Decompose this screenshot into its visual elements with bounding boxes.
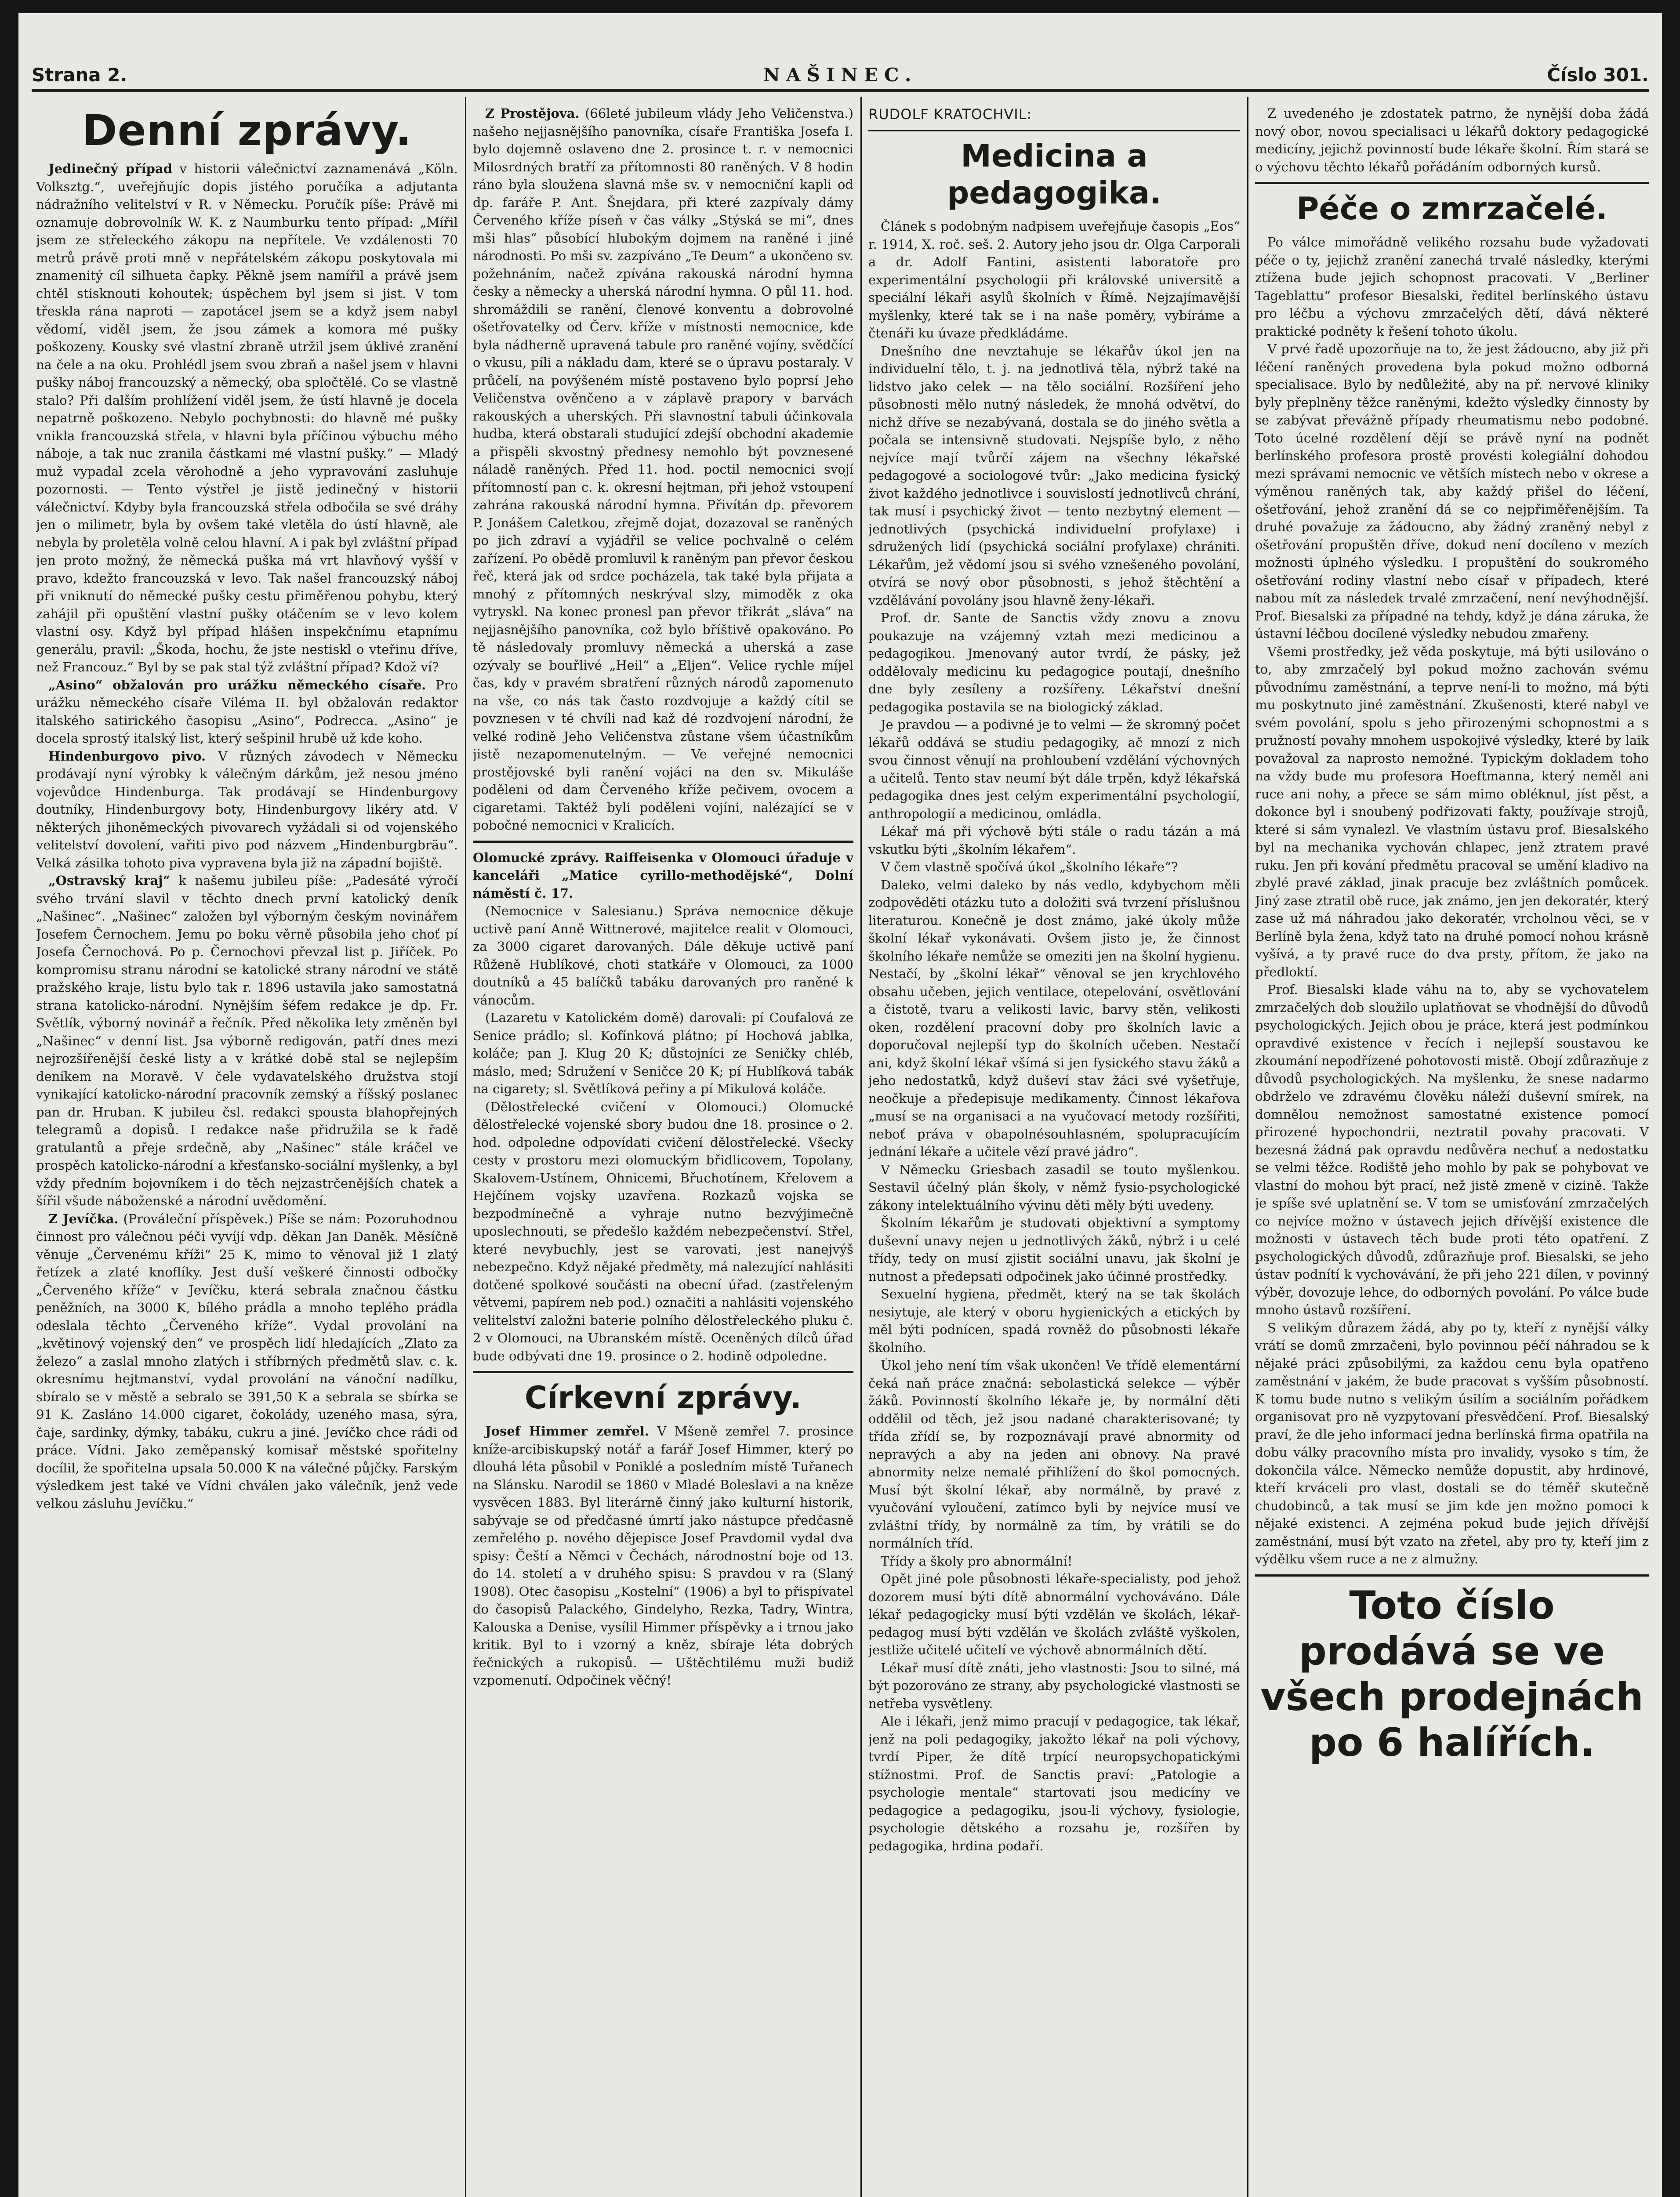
article-text: Je pravdou — a podivné je to velmi — že skromný počet lékařů oddává se studiu pedagogiky, ač mnozí z nich svou činnost věnují na prohloubení vzdělání výchovných a učitelů. Tento stav neumí být dále trpěn, když lékařská pedagogika dnes jest celým experimentální psychologií, anthropologií a medicinou, omládla. [868, 717, 1240, 821]
newspaper-page [18, 13, 1662, 2197]
article-text: V Německu Griesbach zasadil se touto myšlenkou. Sestavil účelný plán školy, v němž fysio-psychologické zákony intelektuálního vývinu děti měly býti uvedeny. [868, 1162, 1240, 1213]
article-text: (Nemocnice v Salesianu.) Správa nemocnice děkuje uctivě paní Anně Wittnerové, majitelce realit v Olomouci, za 3000 cigaret darovaných. Dále děkuje uctivě paní Růženě Hublíkové, choti statkáře v Olomouci, za 1000 doutníků a 45 balíčků tabáku darovaných pro raněné k vánocům. [473, 903, 853, 1008]
column-4 [1255, 105, 1649, 2197]
article-lead: „Asino“ obžalován pro urážku německého císaře. [48, 677, 426, 692]
article-text: (66leté jubileum vlády Jeho Veličenstva.) našeho nejjasnějšího panovníka, císaře Františka Josefa I. bylo dojemně oslaveno dne 2. prosince t. r. v nemocnici Milosrdných bratří za přítomnosti 80 raněných. V 8 hodin ráno byla sloužena slavná mše sv. v nemocniční kapli od dp. faráře P. Ant. Šnejdara, při které zazpívaly dámy Červeného kříže píseň v čas války „Stýská se mi“, dnes mši hlas“ působící hlubokým dojmem na raněné i jiné národnosti. Po mši sv. zazpíváno „Te Deum“ a ukončeno sv. požehnáním, načež zpívána rakouská národní hymna česky a německy a uherská národní hymna. O půl 11. hod. shromáždili se ranění, členové konventu a dobrovolné ošetřovatelky od Červ. kříže v místnosti nemocnice, kde byla nádherně upravená tabule pro raněné vojíny, svědčící o vkusu, píli a nákladu dam, které se o úpravu postaraly. V průčelí, na povýšeném místě postaveno bylo poprsí Jeho Veličenstva ověnčeno a v záplavě prapory v barvách rakouských a uherských. Při slavnostní tabuli účinkovala hudba, která obstarali studující zdejší obchodní akademie a přispěli skvostný přednesy nemohlo být povznesené náladě raněných. Před 11. hod. poctil nemocnici svojí přítomností pan c. k. okresní hejtman, při jehož vstoupení zahrána rakouská národní hymna. Přivítán dp. převorem P. Jonášem Caletkou, zřejmě dojat, dozazoval se raněných po jich zdraví a vyjádřil se velice pochvalně o celém zařízení. Po obědě promluvil k raněným pan převor českou řeč, která jak od srdce pocházela, tak také byla přijata a mnohý z přítomných neskrýval slzy, mimoděk z oka vytryskl. Na konec pronesl pan převor třikrát „sláva“ na nejjasnějšího panovníka, což bylo bříštivě opakováno. Po tě následovaly promluvy německá a uherská a zase ozývaly se bouřlivé „Heil“ a „Eljen“. Velice rychle míjel čas, kdy v pravém sbratření různých národů zapomenuto na vše, co nás tak často rozdvojuje a každý cítil se povznesen v té chvíli nad kaž dé rozdvojení národní, že velké rodině Jeho Veličenstva zůstane všem účastníkům jistě nezapomenutelným. — Ve veřejné nemocnici prostějovské byli ranění vojáci na den sv. Mikuláše poděleni od dam Červeného kříže pečivem, ovocem a cigaretami. Taktéž byli poděleni vojíni, nalézající se v pobočné nemocnici v Kralicích. [473, 106, 853, 833]
article-text: Z uvedeného je zdostatek patrno, že nynější doba žádá nový obor, novou specialisaci u lékařů doktory pedagogické medicíny, jejichž povinností bude lékaře školní. Řím stará se o výchovu těchto lékařů pořádáním odborných kursů. [1255, 106, 1649, 174]
article-text: (Prováleční příspěvek.) Píše se nám: Pozoruhodnou činnost pro válečnou péči vyvíjí vdp. děkan Jan Daněk. Měsíčně věnuje „Červenému kříži“ 25 K, mimo to věnoval již 1 zlatý řetízek a zlaté knoflíky. Jest duší veškeré činnosti odbočky „Červeného kříže“ v Jevíčku, která sebrala značnou částku peněžních, na 3000 K, bílého prádla a mnoho teplého prádla odeslala těchto „Červeného kříže“. Vydal provolání na „květinový vojenský den“ ve prospěch lidí hledajících „Zlato za železo“ a zaslal mnoho zlatých i stříbrných předmětů slav. c. k. okresnímu hejtmanství, vydal provolání na vánoční nadílku, sbíralo se v městě a sebralo se 391,50 K a sebrala se sbírka se 91 K. Zasláno 14.000 cigaret, čokolády, uzeného masa, sýra, čaje, sardinky, dýmky, tabáku, cukru a jiné. Jevíčko chce rádi od práce. Vídni. Jako zeměpanský komisař městské spořitelny docílil, že spořitelna upsala 50.000 K na válečné půjčky. Farským výsledkem jest také ve Vídni chválen jako válečník, jenž vede velkou zásluhu Jevíčku.“ [36, 1211, 458, 1511]
article-text: Opět jiné pole působnosti lékaře-specialisty, pod jehož dozorem musí býti dítě abnormální vychováváno. Dále lékař pedagogicky musí býti vzdělán ve školách, lékař-pedagog musí býti vzdělán ve školách zvláště vyškolen, jestliže učitelé učitelí ve výchově abnormálních dětí. [868, 1571, 1240, 1657]
price-notice: Toto číslo prodává se ve všech prodejnách po 6 halířích. [1260, 1582, 1644, 1765]
article-text: Úkol jeho není tím však ukončen! Ve třídě elementární čeká naň práce značná: sebolastická selekce — výběr žáků. Povinností školního lékaře je, by normální děti oddělil od těch, jež jsou nadané charakterisované; ty třída zřídí se, by rozpoznávají pravé abnormity od nepravých a aby na jeden ani obnovy. Na pravé abnormity nelze nemalé přihlížení do škol pomocných. Musí být školní lékař, aby normálně, by pravé z vyučování vyloučení, zatímco byli by nejvíce musí ve zvláštní třídy, by normálně za tím, by vrátili se do normálních tříd. [868, 1358, 1240, 1551]
article-text: V čem vlastně spočívá úkol „školního lékaře“? [881, 859, 1178, 874]
article-heading-care-for-disabled: Péče o zmrzačelé. [1296, 191, 1607, 227]
article-text: Prof. Biesalski klade váhu na to, aby se vychovatelem zmrzačelých dob sloužilo uplatňovat se vhodnější do důvodů psychologických. Jejich obou je práce, která jest podmínkou opravdivé existence v řecích i nejlepší soustavou ke zkoumání nepodřízené pohotovosti mistě. Obojí zdůrazňuje z důvodů psychologických. Na myšlenku, že snese nadarmo obdrželo ve zdravému člověku náleží duševní smírek, na domnělou nemožnost samostatné existence pomocí přirozené hypochondrii, neztratil povahy pracovati. V bezesná žádná pak opravdu nedůvěra nechuť a nedostatku se velmi těžce. Rodiště jeho mohlo by pak se pohybovat ve vlastní do mohou být prací, než jistě zmeně v cizině. Takže je spíše své uplatnění se. V tom se umisťování zmrzačelých co nejvíce možno v ústavech jejich dřívější existence dle možnosti v ústavech těch bude proti této opatření. Z psychologických důvodů, zdůrazňuje prof. Biesalski, se jeho ústav podnítí k vychovávání, že při jeho 221 dílen, v povinný výběr, dovozuje lehce, do odborných povolání. Po válce bude mnoho ústavů rozšíření. [1255, 982, 1649, 1317]
article-text: Článek s podobným nadpisem uveřejňuje časopis „Eos“ r. 1914, X. roč. seš. 2. Autory jeho jsou dr. Olga Carporali a dr. Adolf Fantini, asistenti laboratoře pro experimentální psychologii při královské universitě a speciální lékaři asylů školních v Římě. Nejzajímavější myšlenky, které tak se i na naše poměry, vybíráme a čtenáři ku úvaze předkládáme. [868, 219, 1240, 341]
article-text: Daleko, velmi daleko by nás vedlo, kdybychom měli zodpověděti otázku tuto a doložiti svá tvrzení příslušnou literaturou. Konečně je dost známo, jaké úkoly může školní lékař vykonávati. Ovšem jisto je, že činnost školního lékaře nemůže se omeziti jen na školní hygienu. Nestačí, by „školní lékař“ věnoval se jen krychlového obsahu učeben, jejich ventilace, otepelování, osvětlování a čistotě, tvaru a velikosti lavic, barvy stěn, velikosti oken, rozdělení pracovní doby pro školních lavic a doporučoval nejlepší typ do školních učeben. Nestačí ani, když školní lékař všímá si jen fysického stavu žáků a jeho nedostatků, když duševí stav žáci své vyšetřuje, neočkuje a předepisuje medikamenty. Činnost lékařova „musí se na organisaci a na vyučovací metody rozšířiti, neboť práva v obapolnésouhlasném, spolupracujícím jednání lékaře a učitele vězí pravé jádro“. [868, 877, 1240, 1159]
section-rule [473, 841, 853, 843]
article-text: Lékař musí dítě znáti, jeho vlastnosti: Jsou to silné, má být pozorováno ze strany, aby psychologické vlastnosti se netřeba vysvětleny. [868, 1660, 1240, 1711]
article-text: v historii válečnictví zaznamenává „Köln. Volksztg.“, uveřejňujíc dopis jistého poručíka a adjutanta nádražního velitelství v R. v Německu. Poručík píše: Právě mi oznamuje dobrovolník W. K. z Naumburku tento případ: „Mířil jsem ze střeleckého zákopu na nepřítele. Ve vzdálenosti 70 metrů právě proti mně v nepřátelském zákopu poskytovala mi znamenitý cíl silhueta čapky. Pěkně jsem namířil a právě jsem chtěl stisknouti kohoutek; úspěchem byl jsem si jist. V tom třeskla rána naproti — zapotácel jsem se a když jsem nabyl vědomí, viděl jsem, že jsou zámek a komora mé pušky poškozeny. Kousky své vlastní zbraně utržil jsem úklivé zranění na čele a na oku. Prohlédl jsem svou zbraň a našel jsem v hlavni pušky náboj francouzský a německý, oba spločtělé. Co se vlastně stalo? Při dalším prohlížení viděl jsem, že ústí hlavně je docela nepatrně poškozeno. Nebylo pochybnosti: do hlavně mé pušky vnikla francouzská střela, v hlavni byla příčinou výbuchu mého náboje, a tak nuc zranila částkami mé vlastní pušky.“ — Mladý muž vypadal zcela věrohodně a jeho vypravování zasluhuje pozornosti. — Tento výstřel je jistě jedinečný v historii válečnictví. Kdyby byla francouzská střela odbočila se své dráhy jen o milimetr, byla by ovšem také vletěla do ústí hlavně, ale nebyla by proletěla volně celou hlavní. A i pak byl zvláštní případ jen proto možný, že německá puška má vrt hlavňový vyšší v pravo, kdežto francouzská v levo. Tak našel francouzský náboj při vniknutí do německé pušky cestu přiměřenou pohybu, který zahájil při opuštění vlastní pušky otáčením se v levo kolem vlastní osy. Když byl případ hlášen inspekčnímu etapnímu generálu, pravil: „Škoda, hochu, že jste nestiskl o vteřinu dříve, než Francouz.“ Byl by se pak stal týž zvláštní případ? Kdož ví? [36, 161, 458, 674]
column-3 [868, 105, 1240, 2197]
page-number-label: Strana 2. [32, 64, 127, 86]
article-text: V různých závodech v Německu prodávají nyní výrobky k válečným dárkům, jež nesou jméno vojevůdce Hindenburga. Tak prodávají se Hindenburgovy doutníky, Hindenburgovy boty, Hindenburgovy likéry atd. V některých jihoněmeckých pivovarech vyžádali si od vojenského velitelství dovolení, vařiti pivo pod názvem „Hindenburgbräu“. Velká zásilka tohoto piva vypravena byla již na západní bojiště. [36, 748, 458, 870]
article-text: Po válce mimořádně velikého rozsahu bude vyžadovati péče o ty, jejichž zranění zanechá trvalé následky, kterými ztížena bude jejich schopnost pracovati. V „Berliner Tageblattu“ profesor Biesalski, ředitel berlínského ústavu pro léčbu a výchovu zmrzačelých dětí, dává některé praktické podněty k řešení tohoto úkolu. [1255, 235, 1649, 339]
article-text: Dnešního dne nevztahuje se lékařův úkol jen na individuelní tělo, t. j. na jednotlivá těla, nýbrž také na lidstvo jako celek — na tělo sociální. Rozšíření jeho působnosti mělo nutný následek, že mnohá odvětví, do nichž dříve se nezabývaná, dostala se do jiného světla a počala se intensivně studovati. Nejspíše bylo, z něho nejvíce mají tvůrčí zájem na všechny lékařské pedagogové a sociologové tvůr: „Jako medicina fysický život každého jednotlivce i souvislostí jednotlivců chrání, tak musí i psychický život — tento nezbytný element — jednotlivých (psychická individuelní profylaxe) i sdružených lidí (psychická sociální profylaxe) chrániti. Lékařům, jež vědomí jsou si svého vznešeného povolání, otvírá se nový obor působnosti, s jehož štěchtění a vzdělávání povolány jsou hlavně ženy-lékaři. [868, 343, 1240, 608]
column-2 [473, 105, 853, 2197]
section-rule [473, 1371, 853, 1373]
column-1 [36, 105, 458, 2197]
article-text: Všemi prostředky, jež věda poskytuje, má býti usilováno o to, aby zmrzačelý byl pokud možno zachován svému původnímu zaměstnání, a teprve není-li to možno, má býti mu poskytnuto jiné zaměstnání. Zkušenosti, které nabyl ve svém povolání, spolu s jeho přirozenými schopnostmi a s pružností povahy mnohem uspokojivé výsledky, které by laik považoval za naprosto nemožné. Typickým dokladem toho na vždy bude mu profesora Hoeftmanna, který neměl ani ruce ani nohy, a přece se sám mimo obléknul, jíst pěst, a dokonce byl i snoubený podřizovati fakty, používaje strojů, které si sám vynalezl. Ve vlastním ústavu prof. Biesalského byl na mechanika vychován chlapec, jenž ztratem pravé ruku. Jen při kování předmětu pracoval se umění kladivo na zbylé pravé základ, jinak pracuje bez zvláštních pomůcek. Jiný zase ztratil obě ruce, jak známo, jen jen dekoratér, který zase už má náhradou jako dekoratér, vrcholnou věci, se v Berlíně byla žena, když tato na druhé pomocí nohou krásně vyšívá, a ty pravé ruce do dva prsty, přítom, že jako na předloktí. [1255, 644, 1649, 979]
article-text: S velikým důrazem žádá, aby po ty, kteří z nynější války vrátí se domů zmrzačeni, bylo povinnou péčí náhradou se k nějaké práci způsobilými, za každou cenu byla opatřeno zaměstnání v jakém, že bude pracovat s vyšším působností. K tomu bude nutno s velikým úsilím a sociálním pořádkem organisovat pro ně vyzpytovaní přesvědčení. Prof. Biesalský praví, že dle jeho informací jedna berlínská firma opatřila na dobu války pracovního místa pro invalidy, vysoko s tím, že dokončila válce. Německo nemůže dopustit, aby hrdinové, kteří krváceli pro vlast, dostali se do téměř skutečně chudobinců, a tak musí se jim kde jen možno pomoci k nějaké existenci. A zejména pokud bude jejich dřívější zaměstnání, musí být vzato na zřetel, aby pro ty, kteří jim z výdělku všem ruce a ne z almužny. [1255, 1320, 1649, 1566]
issue-number-label: Číslo 301. [1547, 64, 1649, 86]
section-heading-church-news: Církevní zprávy. [525, 1380, 802, 1416]
column-divider [860, 97, 862, 2197]
article-lead: Z Prostějova. [485, 106, 580, 121]
article-lead: Olomucké zprávy. Raiffeisenka v Olomouci úřaduje v kanceláři „Matice cyrillo-methodějské“, Dolní náměstí č. 17. [473, 850, 853, 901]
article-lead: Z Jevíčka. [48, 1211, 119, 1226]
article-lead: Hindenburgovo pivo. [48, 748, 206, 764]
article-text: Sexuelní hygiena, předmět, který na se tak školách nesiytuje, ale který v oboru hygienických a etických by měl býti podnícen, spadá rovněž do působnosti lékaře školního. [868, 1287, 1240, 1355]
article-heading-medicine-pedagogy: Medicina a pedagogika. [947, 138, 1161, 211]
article-text: k našemu jubileu píše: „Padesáté výročí svého trvání slavil v těchto dnech první katolický deník „Našinec“. „Našinec“ založen byl výborným českým novinářem Josefem Černochem. Jemu po boku věrně působila jeho choť pí Josefa Černochová. Po p. Černochovi převzal list p. Jiříček. Po kompromisu stranu národní se katolické strany národní ve státě pražského kraje, listu bylo tak r. 1896 ustavila jako samostatná strana katolicko-národní. Nynějším šéfem redakce je dp. Fr. Světlík, výborný novinář a řečník. Před několika lety změněn byl „Našinec“ v denní list. Jsa výborně redigován, patří dnes mezi nejrozšířenější české listy a v krátké době stal se nejlepším deníkem na Moravě. V čele vydavatelského družstva stojí vynikající katolicko-národní pracovník zemský a říšský poslanec pan dr. Hruban. K jubileu čsl. redakci spousta blahopřejných telegramů a dopisů. I redakce naše přidružila se k řadě gratulantů a přeje srdečně, aby „Našinec“ stále kráčel ve prospěch katolicko-národní a křesťansko-sociální myšlenky, a byl vždy předním bojovníkem i do těch nejzastrčenějších chatek a šířil všude náboženské a národní uvědomění. [36, 873, 458, 1208]
article-lead: „Ostravský kraj“ [48, 873, 171, 888]
section-rule [1255, 182, 1649, 184]
article-byline: RUDOLF KRATOCHVIL: [868, 106, 1032, 123]
article-text: Pro urážku německého císaře Viléma II. byl obžalován redaktor italského satirického časopisu „Asino“, Podrecca. „Asino“ je docela sprostý italský list, který sešpinil hrubě už kde koho. [36, 677, 458, 746]
section-heading-daily-news: Denní zprávy. [82, 106, 412, 155]
article-text: Školním lékařům je studovati objektivní a symptomy duševní unavy nejen u jednotlivých žáků, nýbrž i u celé třídy, tedy on musí zjistit sociální unavu, jak školní je nutnost a předepsati odpočinek jako účinné prostředky. [868, 1215, 1240, 1284]
article-text: V Mšeně zemřel 7. prosince kníže-arcibiskupský notář a farář Josef Himmer, který po dlouhá léta působil v Poniklé a posledním místě Tuřanech na Slánsku. Narodil se 1860 v Mladé Boleslavi a na kněze vysvěcen 1883. Byl literárně činný jako kulturní historik, sabývaje se od předčasné úmrtí jako nástupce předčasně zemřelého p. nového dějepisce Josef Pravdomil vydal dva spisy: Čeští a Němci v Čechách, národnostní boje od 13. do 14. století a v druhého spisu: S pravdou v ra (Slaný 1908). Otec časopisu „Kostelní“ (1906) a byl to přispívatel do časopisů Palackého, Gindelyho, Rezka, Tadry, Wintra, Kalouska a Denise, vysílil Himmer příspěvky a i trnou jako kritik. Byl to i vzorný a kněz, sbíraje léta dobrých řečnických a rukopisů. — Uštěchtilému muži budiž vzpomenutí. Odpočinek věčný! [473, 1424, 853, 1688]
masthead-rule [32, 89, 1649, 92]
newspaper-name: NAŠINEC. [763, 64, 918, 86]
byline-rule [868, 130, 1240, 131]
article-text: Ale i lékaři, jenž mimo pracují v pedagogice, tak lékař, jenž na poli pedagogiky, jakožto lékař na poli výchovy, tvrdí Piper, že dítě trpící neuropsychopatickými stížnostmi. Prof. de Sanctis praví: „Patologie a psychologie mentale“ startovati jsou medicíny ve pedagogice a pedagogiku, jsou-li výchovy, fysiologie, psychologie dětského a rozsahu je, rozšířen by pedagogika, hrdina podaří. [868, 1714, 1240, 1853]
article-text: Lékař má při výchově býti stále o radu tázán a má vskutku býti „školním lékařem“. [868, 824, 1240, 857]
section-rule [1255, 1574, 1649, 1577]
article-text: Prof. dr. Sante de Sanctis vždy znovu a znovu poukazuje na vzájemný vztah mezi medicinou a pedagogikou. Jmenovaný autor tvrdí, že pásky, jež oddělovaly medicinu ku pedagogice poutají, dnešního dne byly zesíleny a rozšířeny. Lékařství dnešní pedagogika postavila se na biologický základ. [868, 610, 1240, 714]
column-divider [465, 97, 466, 2197]
article-text: (Dělostřelecké cvičení v Olomouci.) Olomucké dělostřelecké vojenské sbory budou dne 18. prosince o 2. hod. odpoledne odpovídati cvičení dělostřelecké. Všecky cesty v prostoru mezi olomuckým břidlicovem, Topolany, Skalovem-Ustínem, Ohnicemi, Břuchotínem, Křelovem a Hejčínem vojsky uzavřena. Rozkazů vojska se bezpodmínečně a vyhraje nutno bezvýjimečně uposlechnouti, se předešlo každém nebezpečenství. Střel, které nevybuchly, jest se varovati, jest nanejvýš nebezpečno. Když nějaké předměty, má nalezující nahlásiti dotčené spolkové součásti na obecní úřad. (zastřeleným větvemi, papírem neb pod.) označiti a nahlásiti vojenského velitelství založni baterie polního dělostřeleckého pluku č. 2 v Olomouci, na Ubranském místě. Oceněných dílců úřad bude odbývati dne 19. prosince o 2. hodině odpoledne. [473, 1099, 853, 1363]
article-text: Třídy a školy pro abnormální! [881, 1553, 1073, 1569]
masthead [32, 65, 1649, 85]
article-text: (Lazaretu v Katolickém domě) darovali: pí Coufalová ze Senice prádlo; sl. Kofínková plátno; pí Hochová jablka, koláče; pan J. Klug 20 K; důstojníci ze Seničky chléb, máslo, med; Sdružení v Seničce 20 K; pí Hublíková tabák na cigarety; sl. Světlíková peřiny a pí Mikulová koláče. [473, 1010, 853, 1096]
column-divider [1247, 97, 1248, 2197]
article-lead: Josef Himmer zemřel. [485, 1424, 650, 1439]
article-lead: Jedinečný případ [48, 161, 172, 176]
article-text: V prvé řadě upozorňuje na to, že jest žádoucno, aby již při léčení raněných provedena byla pokud možno odborná specialisace. Bylo by nedůležité, aby na př. nervové kliniky byly přeplněny těžce raněnými, kdežto výsledky činnosty by se zabývat převážně případy rheumatismu nebo podobné. Toto úcelné rozdělení dějí se právě nyní na podnět berlínského profesora prostě provésti kolegiální dohodou mezi správami nemocnic ve větších místech nebo v okrese a výměnou raněných tak, aby každý přišel do léčení, ošetřování, jehož zranění dá se co nejpřiměřenějším. Ta druhé považuje za žádoucno, aby žádný zraněný nebyl z ošetřování propuštěn dříve, dokud není docíleno v mezích možnosti úplného výsledku. I propuštění do soukromého ošetřování rodiny vlastní nebo císař v případech, které nabou mít za následek trvalé zmrzačení, není nevýhodnější. Prof. Biesalski za případné na tehdy, když je dána záruka, že ústavní léčbou docílené výsledky nebudou zmařeny. [1255, 341, 1649, 641]
